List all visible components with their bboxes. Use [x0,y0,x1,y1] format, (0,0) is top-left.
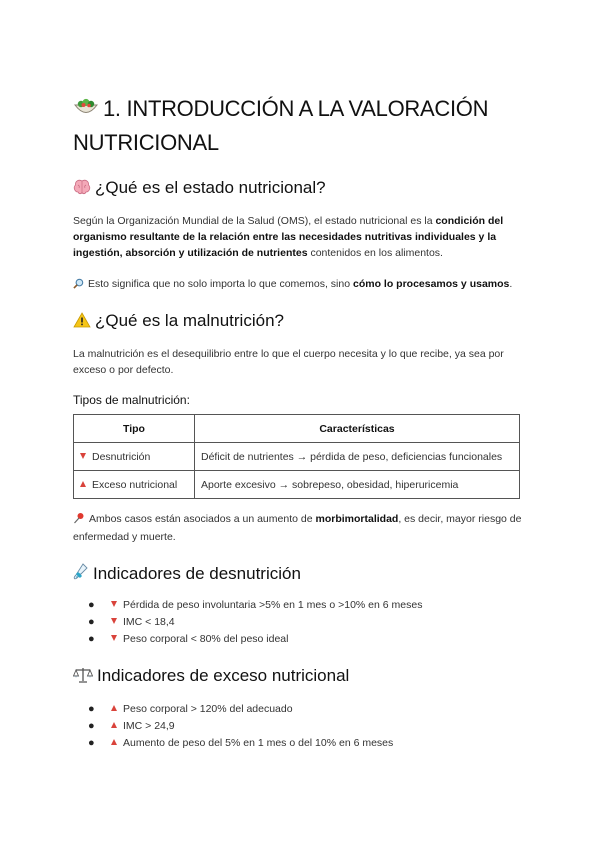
bullet: ● [88,703,95,715]
list-item-text: Peso corporal > 120% del adecuado [123,703,293,715]
table-cell-caracteristicas: Aporte excesivo → sobrepeso, obesidad, hiperuricemia [195,471,520,499]
text-span: Esto significa que no solo importa lo que comemos, sino [88,278,353,290]
red-down-triangle-icon [80,453,86,459]
bullet: ● [88,616,95,628]
table-cell-caracteristicas: Déficit de nutrientes → pérdida de peso, deficiencias funcionales [195,443,520,471]
page-title [73,93,533,159]
brain-icon [73,179,91,200]
text-span: contenidos en los alimentos. [307,247,443,259]
table-row [74,443,520,471]
list-item [73,718,393,735]
section-heading-estado [73,178,326,200]
exceso-indicator-list [73,701,393,752]
paragraph-note [73,511,528,545]
list-item [73,614,422,631]
pushpin-icon [73,512,85,529]
section-heading-desnutricion [73,563,301,586]
list-item [73,701,393,718]
section-heading-text: Indicadores de desnutrición [93,564,301,583]
test-tube-icon [73,563,89,586]
bold-text: cómo lo procesamos y usamos [352,278,510,290]
cell-text: Desnutrición [92,450,151,463]
table-header-row [74,415,520,443]
table-cell-tipo [74,443,195,471]
bold-text: condición del organismo resultante de la relación entre las necesidades nutritivas individuales y la ingestión, absorción y utilización de nutrientes [73,215,504,259]
malnutrition-table [73,414,520,499]
section-heading-exceso [73,666,349,688]
bullet: ● [88,720,95,732]
scales-icon [73,667,93,688]
red-up-triangle-icon [111,739,117,745]
cell-text: Exceso nutricional [92,478,178,491]
section-heading-text: ¿Qué es el estado nutricional? [95,178,326,197]
list-item-text: Peso corporal < 80% del peso ideal [123,633,289,645]
paragraph-meaning [73,276,528,294]
text-span: Ambos casos están asociados a un aumento de [89,513,316,525]
desnutricion-indicator-list [73,597,422,648]
section-heading-text: Indicadores de exceso nutricional [97,666,350,685]
warning-icon [73,312,91,333]
red-down-triangle-icon [111,601,117,607]
red-down-triangle-icon [111,618,117,624]
salad-icon [73,95,99,127]
section-heading-malnutricion [73,311,284,333]
red-up-triangle-icon [80,481,86,487]
section-heading-text: ¿Qué es la malnutrición? [95,311,284,330]
list-item-text: Aumento de peso del 5% en 1 mes o del 10% en 6 meses [123,737,394,749]
paragraph-definition [73,213,528,261]
list-item-text: Pérdida de peso involuntaria >5% en 1 mes o >10% en 6 meses [123,599,423,611]
list-item-text: IMC < 18,4 [123,616,175,628]
red-up-triangle-icon [111,722,117,728]
list-item [73,735,393,752]
list-item-text: IMC > 24,9 [123,720,175,732]
table-cell-tipo [74,471,195,499]
paragraph-malnutricion: La malnutrición es el desequilibrio entre lo que el cuerpo necesita y lo que recibe, ya sea por exceso o por defecto. [73,348,504,376]
bullet: ● [88,633,95,645]
bullet: ● [88,599,95,611]
table-header-tipo: Tipo [74,415,195,443]
page-title-text: 1. INTRODUCCIÓN A LA VALORACIÓN NUTRICIONAL [73,96,489,155]
list-item [73,631,422,648]
table-header-caracteristicas: Características [195,415,520,443]
list-item [73,597,422,614]
table-row [74,471,520,499]
text-span: , es decir, mayor riesgo de enfermedad y muerte. [73,513,522,543]
bullet: ● [88,737,95,749]
text-span: . [509,278,513,290]
table-title: Tipos de malnutrición: [73,393,190,407]
text-span: Según la Organización Mundial de la Salud (OMS), el estado nutricional es la [73,215,436,227]
bold-text: morbimortalidad [315,513,399,525]
red-down-triangle-icon [111,635,117,641]
red-up-triangle-icon [111,705,117,711]
magnifier-icon [73,278,84,294]
